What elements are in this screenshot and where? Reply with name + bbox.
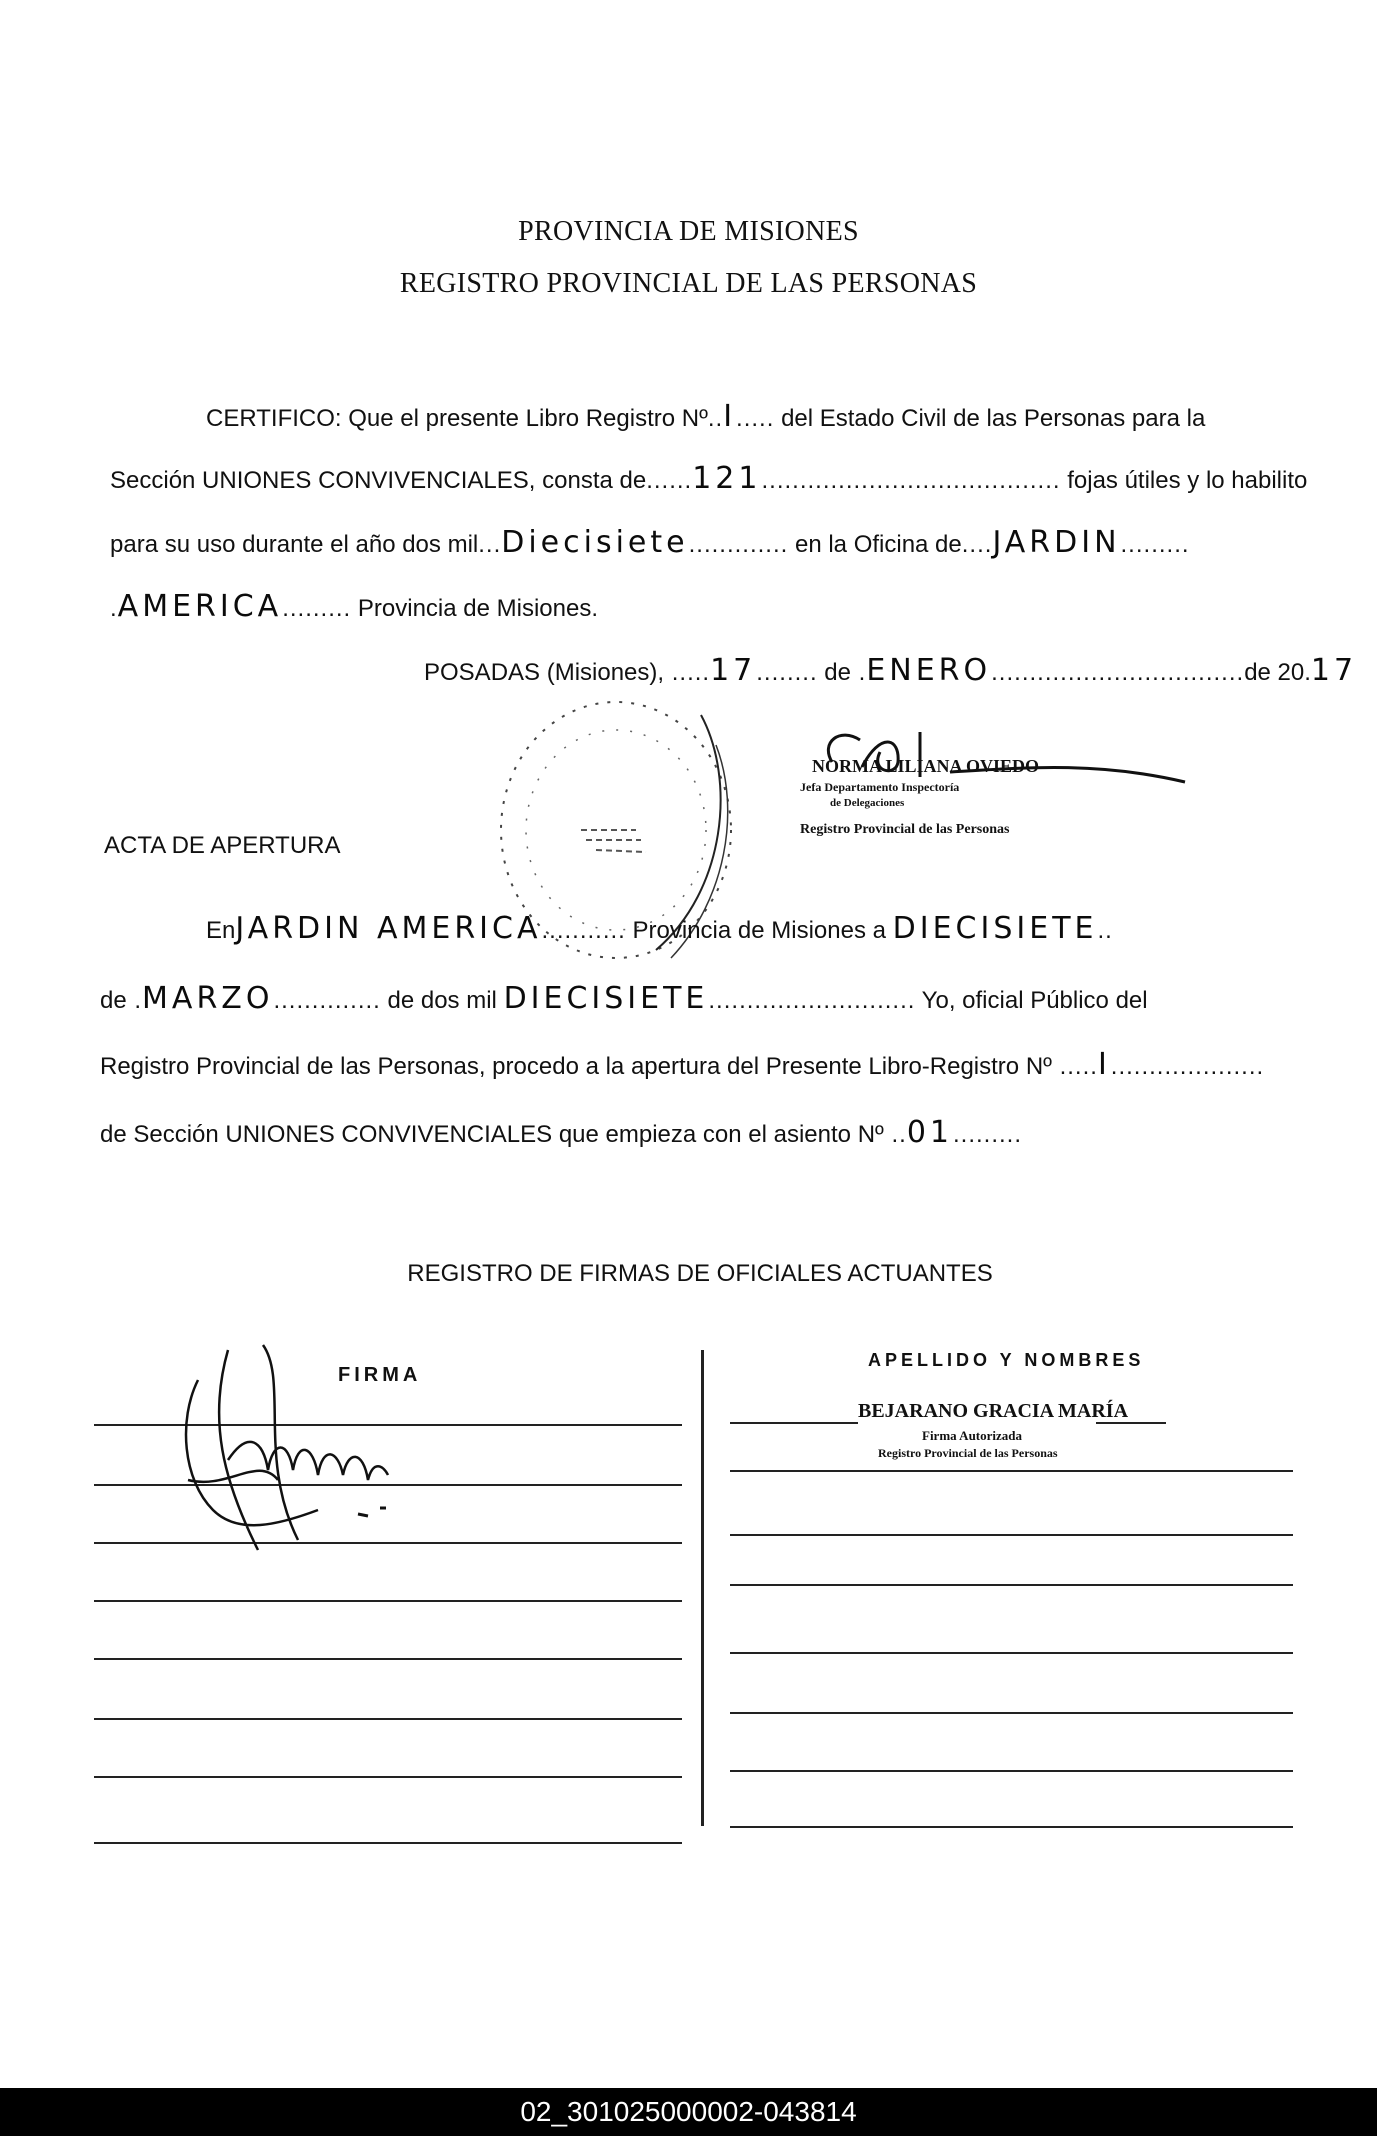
acta-line-1: EnJARDIN AMERICA........... Provincia de Misiones a DIECISIETE.. — [206, 911, 1113, 946]
handwritten-book-number: I — [723, 399, 737, 434]
cert-line-3: para su uso durante el año dos mil...Diecisiete............. en la Oficina de....JARDIN......... — [110, 525, 1190, 560]
cert-text: en la Oficina de — [794, 531, 962, 558]
handwritten-year: 17 — [1310, 653, 1358, 688]
name-line — [730, 1470, 1293, 1472]
acta-title: ACTA DE APERTURA — [104, 832, 341, 859]
name-line — [730, 1826, 1293, 1828]
acta-text: de — [100, 987, 127, 1014]
handwritten-acta-year: DIECISIETE — [503, 981, 709, 1016]
handwritten-office-1: JARDIN — [992, 525, 1121, 560]
acta-line-4: de Sección UNIONES CONVIVENCIALES que empieza con el asiento Nº ..01......... — [100, 1115, 1023, 1150]
name-line — [730, 1770, 1293, 1772]
cert-line-4: .AMERICA......... Provincia de Misiones. — [110, 589, 598, 624]
acta-line-2: de .MARZO.............. de dos mil DIECISIETE........................... Yo, oficial Público del — [100, 981, 1148, 1016]
name-line — [730, 1652, 1293, 1654]
handwritten-fojas: 121 — [692, 461, 762, 496]
cert-line-2: Sección UNIONES CONVIVENCIALES, consta de......121....................................... fojas útiles y lo habilito — [110, 461, 1308, 496]
handwritten-office-2: AMERICA — [117, 589, 283, 624]
official-stamp-title3: Registro Provincial de las Personas — [800, 822, 1010, 837]
name-line — [730, 1534, 1293, 1536]
official-stamp-name: NORMA LILIANA OVIEDO — [812, 756, 1040, 776]
acta-line-3: Registro Provincial de las Personas, procedo a la apertura del Presente Libro-Registro Nº .....I.................... — [100, 1047, 1265, 1082]
acta-text: de dos mil — [387, 987, 497, 1014]
officer-name: BEJARANO GRACIA MARÍA — [858, 1400, 1129, 1422]
handwritten-acta-month: MARZO — [142, 981, 274, 1016]
handwritten-month: ENERO — [866, 653, 992, 688]
col-nombres-label: APELLIDO Y NOMBRES — [868, 1350, 1145, 1370]
handwritten-year-words: Diecisiete — [501, 525, 689, 560]
official-stamp-title2: de Delegaciones — [830, 797, 905, 809]
signature-line — [94, 1658, 682, 1660]
acta-text: de Sección UNIONES CONVIVENCIALES que empieza con el asiento Nº — [100, 1121, 884, 1148]
official-stamp-title1: Jefa Departamento Inspectoría — [800, 780, 960, 794]
cert-text: Provincia de Misiones. — [357, 595, 598, 622]
header-province: PROVINCIA DE MISIONES — [518, 216, 859, 247]
header-registry: REGISTRO PROVINCIAL DE LAS PERSONAS — [399, 268, 978, 299]
col-firma-label: FIRMA — [338, 1364, 422, 1386]
name-line — [730, 1584, 1293, 1586]
column-divider — [701, 1350, 704, 1826]
signature-line — [94, 1718, 682, 1720]
cert-line-5: POSADAS (Misiones), .....17........ de .ENERO.................................de 20.17 — [424, 653, 1358, 688]
handwritten-day-words: DIECISIETE — [892, 911, 1098, 946]
handwritten-day: 17 — [710, 653, 757, 688]
handwritten-place: JARDIN AMERICA — [235, 911, 542, 946]
officer-sub2: Registro Provincial de las Personas — [878, 1446, 1058, 1460]
cert-text: de 20. — [1244, 659, 1311, 686]
acta-text: Registro Provincial de las Personas, procedo a la apertura del Presente Libro-Registro Nº — [100, 1053, 1052, 1080]
name-line — [730, 1712, 1293, 1714]
cert-text: CERTIFICO: Que el presente Libro Registro Nº — [206, 405, 708, 432]
firmas-title: REGISTRO DE FIRMAS DE OFICIALES ACTUANTES — [407, 1260, 993, 1287]
acta-text: Yo, oficial Público del — [921, 987, 1148, 1014]
cert-place: POSADAS (Misiones), — [424, 659, 665, 686]
signature-line — [94, 1842, 682, 1844]
signature-line — [94, 1776, 682, 1778]
cert-line-1: CERTIFICO: Que el presente Libro Registro Nº..I..... del Estado Civil de las Personas para la — [206, 399, 1206, 434]
cert-text: Sección UNIONES CONVIVENCIALES, consta de — [110, 467, 647, 494]
handwritten-acta-book: I — [1097, 1047, 1111, 1082]
officer-signature-icon — [168, 1340, 408, 1570]
acta-text: En — [206, 917, 236, 944]
cert-text: de — [824, 659, 851, 686]
name-underline — [1096, 1422, 1166, 1424]
signature-line — [94, 1600, 682, 1602]
officer-sub1: Firma Autorizada — [922, 1428, 1023, 1443]
acta-text: Provincia de Misiones a — [632, 917, 886, 944]
cert-text: para su uso durante el año dos mil — [110, 531, 479, 558]
cert-text: del Estado Civil de las Personas para la — [781, 405, 1206, 432]
handwritten-asiento: 01 — [906, 1115, 953, 1150]
name-line — [730, 1422, 858, 1424]
document-code: 02_301025000002-043814 — [0, 2088, 1377, 2136]
cert-text: fojas útiles y lo habilito — [1067, 467, 1308, 494]
